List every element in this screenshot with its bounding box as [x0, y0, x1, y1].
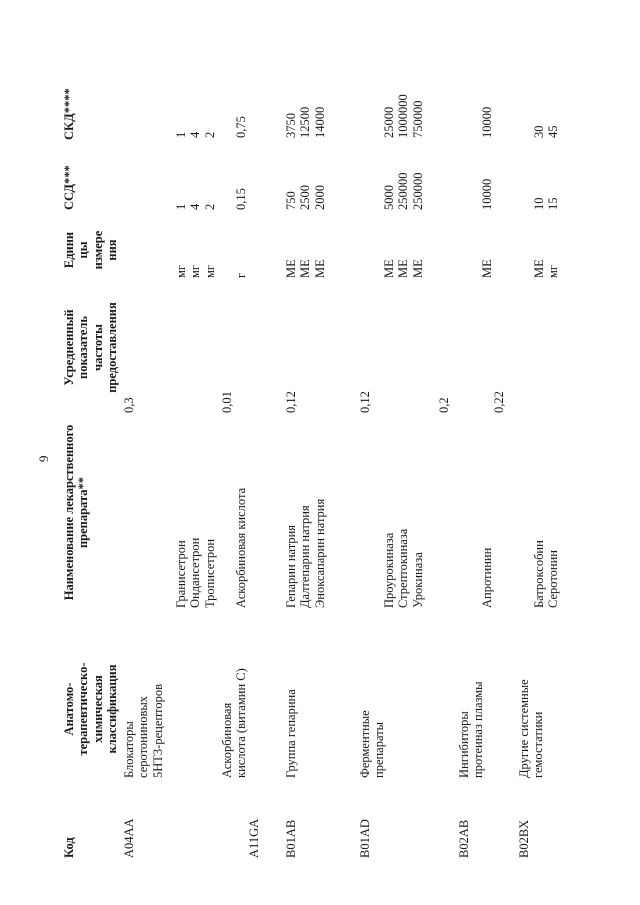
- row-code: A04AA: [122, 818, 136, 858]
- row-drugs: Аскорбиновая кислота: [234, 487, 248, 608]
- row-units: мг мг мг: [174, 264, 217, 278]
- row-code: A11GA: [247, 818, 261, 858]
- row-drugs: Проурокиназа Стрептокиназа Урокиназа: [382, 528, 425, 608]
- row-ssd: 0,15: [234, 188, 248, 210]
- row-skd: 25000 1000000 750000: [382, 94, 425, 138]
- row-code: B01AB: [284, 819, 298, 858]
- row-skd: 10000: [480, 106, 494, 138]
- row-classification: Аскорбиновая кислота (витамин С): [220, 668, 249, 778]
- row-classification: Другие системные гемостатики: [517, 679, 546, 778]
- header-code: Код: [62, 837, 76, 858]
- row-drugs: Гранисетрон Ондансетрон Трописетрон: [174, 537, 217, 608]
- row-skd: 0,75: [234, 116, 248, 138]
- row-frequency: 0,22: [492, 391, 506, 413]
- row-units: МЕ МЕ МЕ: [382, 259, 425, 278]
- header-skd: СКД****: [62, 88, 76, 140]
- row-code: B02BX: [517, 819, 531, 858]
- header-units: Едини цы измере ния: [62, 230, 120, 270]
- row-classification: Ферментные препараты: [358, 710, 387, 778]
- row-ssd: 10000: [480, 178, 494, 210]
- row-ssd: 1 4 2: [174, 203, 217, 210]
- row-code: B01AD: [358, 819, 372, 858]
- row-units: г: [234, 272, 248, 278]
- row-classification: Ингибиторы протеиназ плазмы: [457, 681, 486, 778]
- row-drugs: Батроксобин Серотонин: [532, 540, 561, 608]
- row-frequency: 0,2: [437, 397, 451, 413]
- header-ssd: ССД***: [62, 165, 76, 210]
- header-classification: Анатомо- терапевтическо- химическая классификация: [62, 662, 120, 756]
- row-drugs: Апротинин: [480, 547, 494, 608]
- row-units: МЕ мг: [532, 259, 561, 278]
- row-skd: 3750 12500 14000: [284, 106, 327, 138]
- row-classification: Блокаторы серотониновых 5HT3-рецепторов: [122, 683, 165, 778]
- row-units: МЕ МЕ МЕ: [284, 259, 327, 278]
- row-ssd: 750 2500 2000: [284, 185, 327, 210]
- drug-table: [62, 68, 582, 858]
- row-units: МЕ: [480, 259, 494, 278]
- row-skd: 1 4 2: [174, 131, 217, 138]
- header-frequency: Усредненный показатель частоты предоставления: [62, 302, 120, 393]
- row-code: B02AB: [457, 819, 471, 858]
- row-ssd: 10 15: [532, 197, 561, 210]
- row-classification: Группа гепарина: [284, 689, 298, 778]
- row-drugs: Гепарин натрия Далтепарин натрия Эноксапарин натрия: [284, 498, 327, 608]
- row-frequency: 0,3: [122, 397, 136, 413]
- header-drug: Наименование лекарственного препарата**: [62, 424, 91, 601]
- row-skd: 30 45: [532, 125, 561, 138]
- row-frequency: 0,01: [220, 391, 234, 413]
- page-number: 9: [36, 455, 51, 462]
- row-ssd: 5000 250000 250000: [382, 172, 425, 210]
- row-frequency: 0,12: [284, 391, 298, 413]
- row-frequency: 0,12: [358, 391, 372, 413]
